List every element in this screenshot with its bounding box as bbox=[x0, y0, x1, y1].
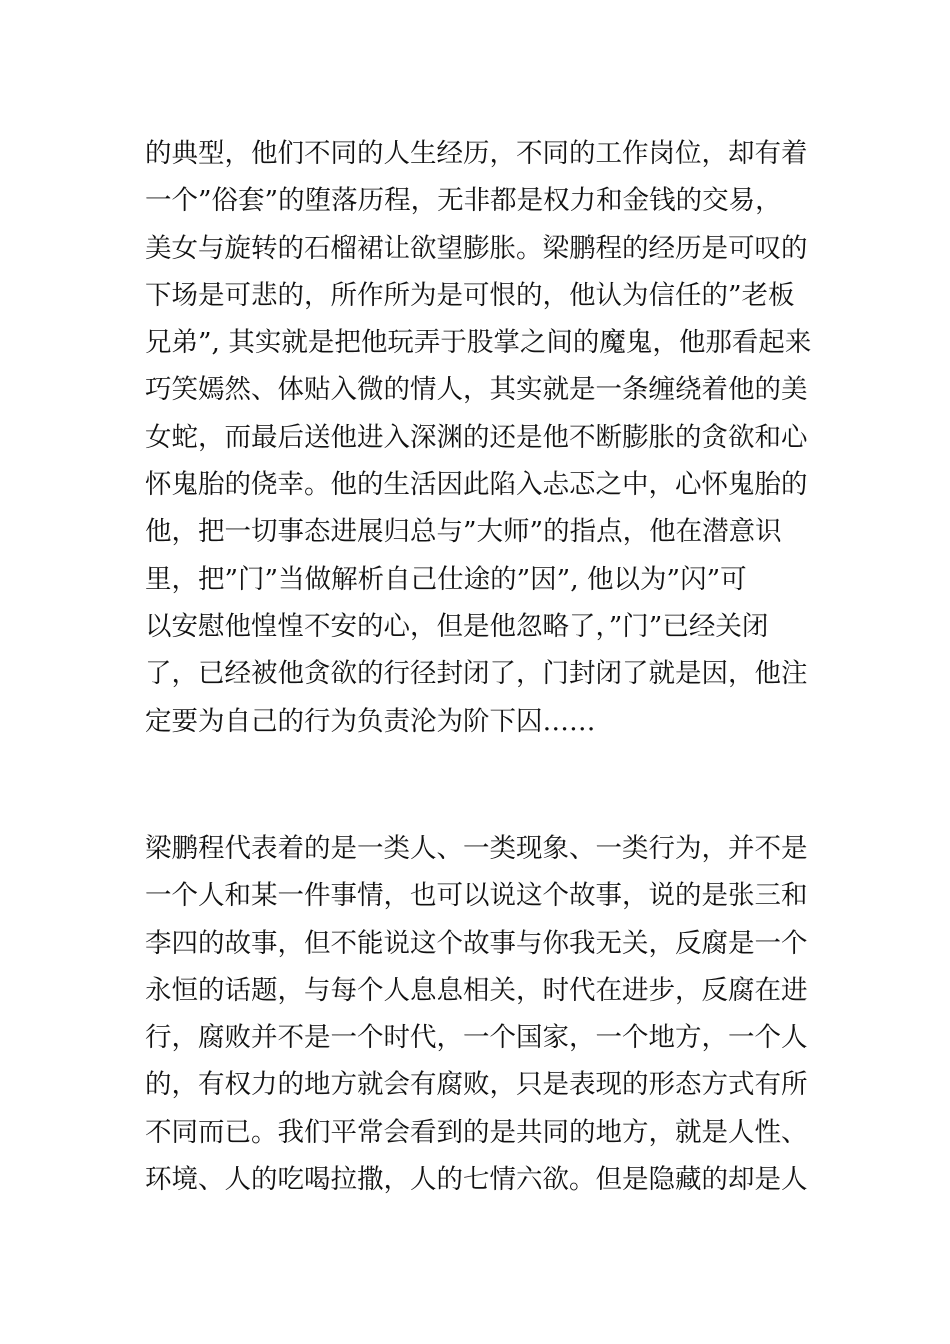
text-line: 里，把”门”当做解析自己仕途的”因”, 他以为”闪”可 bbox=[145, 563, 747, 595]
text-line: 以安慰他惶惶不安的心，但是他忽略了，”门”已经关闭 bbox=[145, 610, 769, 642]
text-line: 美女与旋转的石榴裙让欲望膨胀。梁鹏程的经历是可叹的 bbox=[145, 232, 808, 264]
text-line: 一个人和某一件事情，也可以说这个故事，说的是张三和 bbox=[145, 880, 808, 912]
text-line: 女蛇，而最后送他进入深渊的还是他不断膨胀的贪欲和心 bbox=[145, 421, 808, 453]
text-line: 一个”俗套”的堕落历程，无非都是权力和金钱的交易， bbox=[145, 185, 782, 217]
text-line: 李四的故事，但不能说这个故事与你我无关，反腐是一个 bbox=[145, 927, 808, 959]
text-line: 的典型，他们不同的人生经历，不同的工作岗位，却有着 bbox=[145, 138, 808, 169]
text-line: 巧笑嫣然、体贴入微的情人，其实就是一条缠绕着他的美 bbox=[145, 374, 808, 406]
text-line: 行，腐败并不是一个时代，一个国家，一个地方，一个人 bbox=[145, 1022, 808, 1054]
text-line: 定要为自己的行为负责沦为阶下囚…… bbox=[145, 705, 596, 737]
paragraph-2 bbox=[145, 825, 815, 1203]
text-line: 不同而已。我们平常会看到的是共同的地方，就是人性、 bbox=[145, 1116, 808, 1148]
text-line: 梁鹏程代表着的是一类人、一类现象、一类行为，并不是 bbox=[145, 833, 808, 864]
text-line: 他，把一切事态进展归总与”大师”的指点，他在潜意识 bbox=[145, 516, 782, 548]
text-line: 的，有权力的地方就会有腐败，只是表现的形态方式有所 bbox=[145, 1069, 808, 1101]
text-line: 环境、人的吃喝拉撒，人的七情六欲。但是隐藏的却是人 bbox=[145, 1164, 808, 1196]
text-line: 下场是可悲的，所作所为是可恨的，他认为信任的”老板 bbox=[145, 279, 795, 311]
text-line: 了，已经被他贪欲的行径封闭了，门封闭了就是因，他注 bbox=[145, 658, 808, 690]
paragraph-1 bbox=[145, 130, 815, 745]
text-line: 怀鬼胎的侥幸。他的生活因此陷入忐忑之中，心怀鬼胎的 bbox=[145, 469, 808, 501]
text-line: 永恒的话题，与每个人息息相关，时代在进步，反腐在进 bbox=[145, 974, 808, 1006]
text-line: 兄弟”, 其实就是把他玩弄于股掌之间的魔鬼，他那看起来 bbox=[145, 327, 812, 359]
